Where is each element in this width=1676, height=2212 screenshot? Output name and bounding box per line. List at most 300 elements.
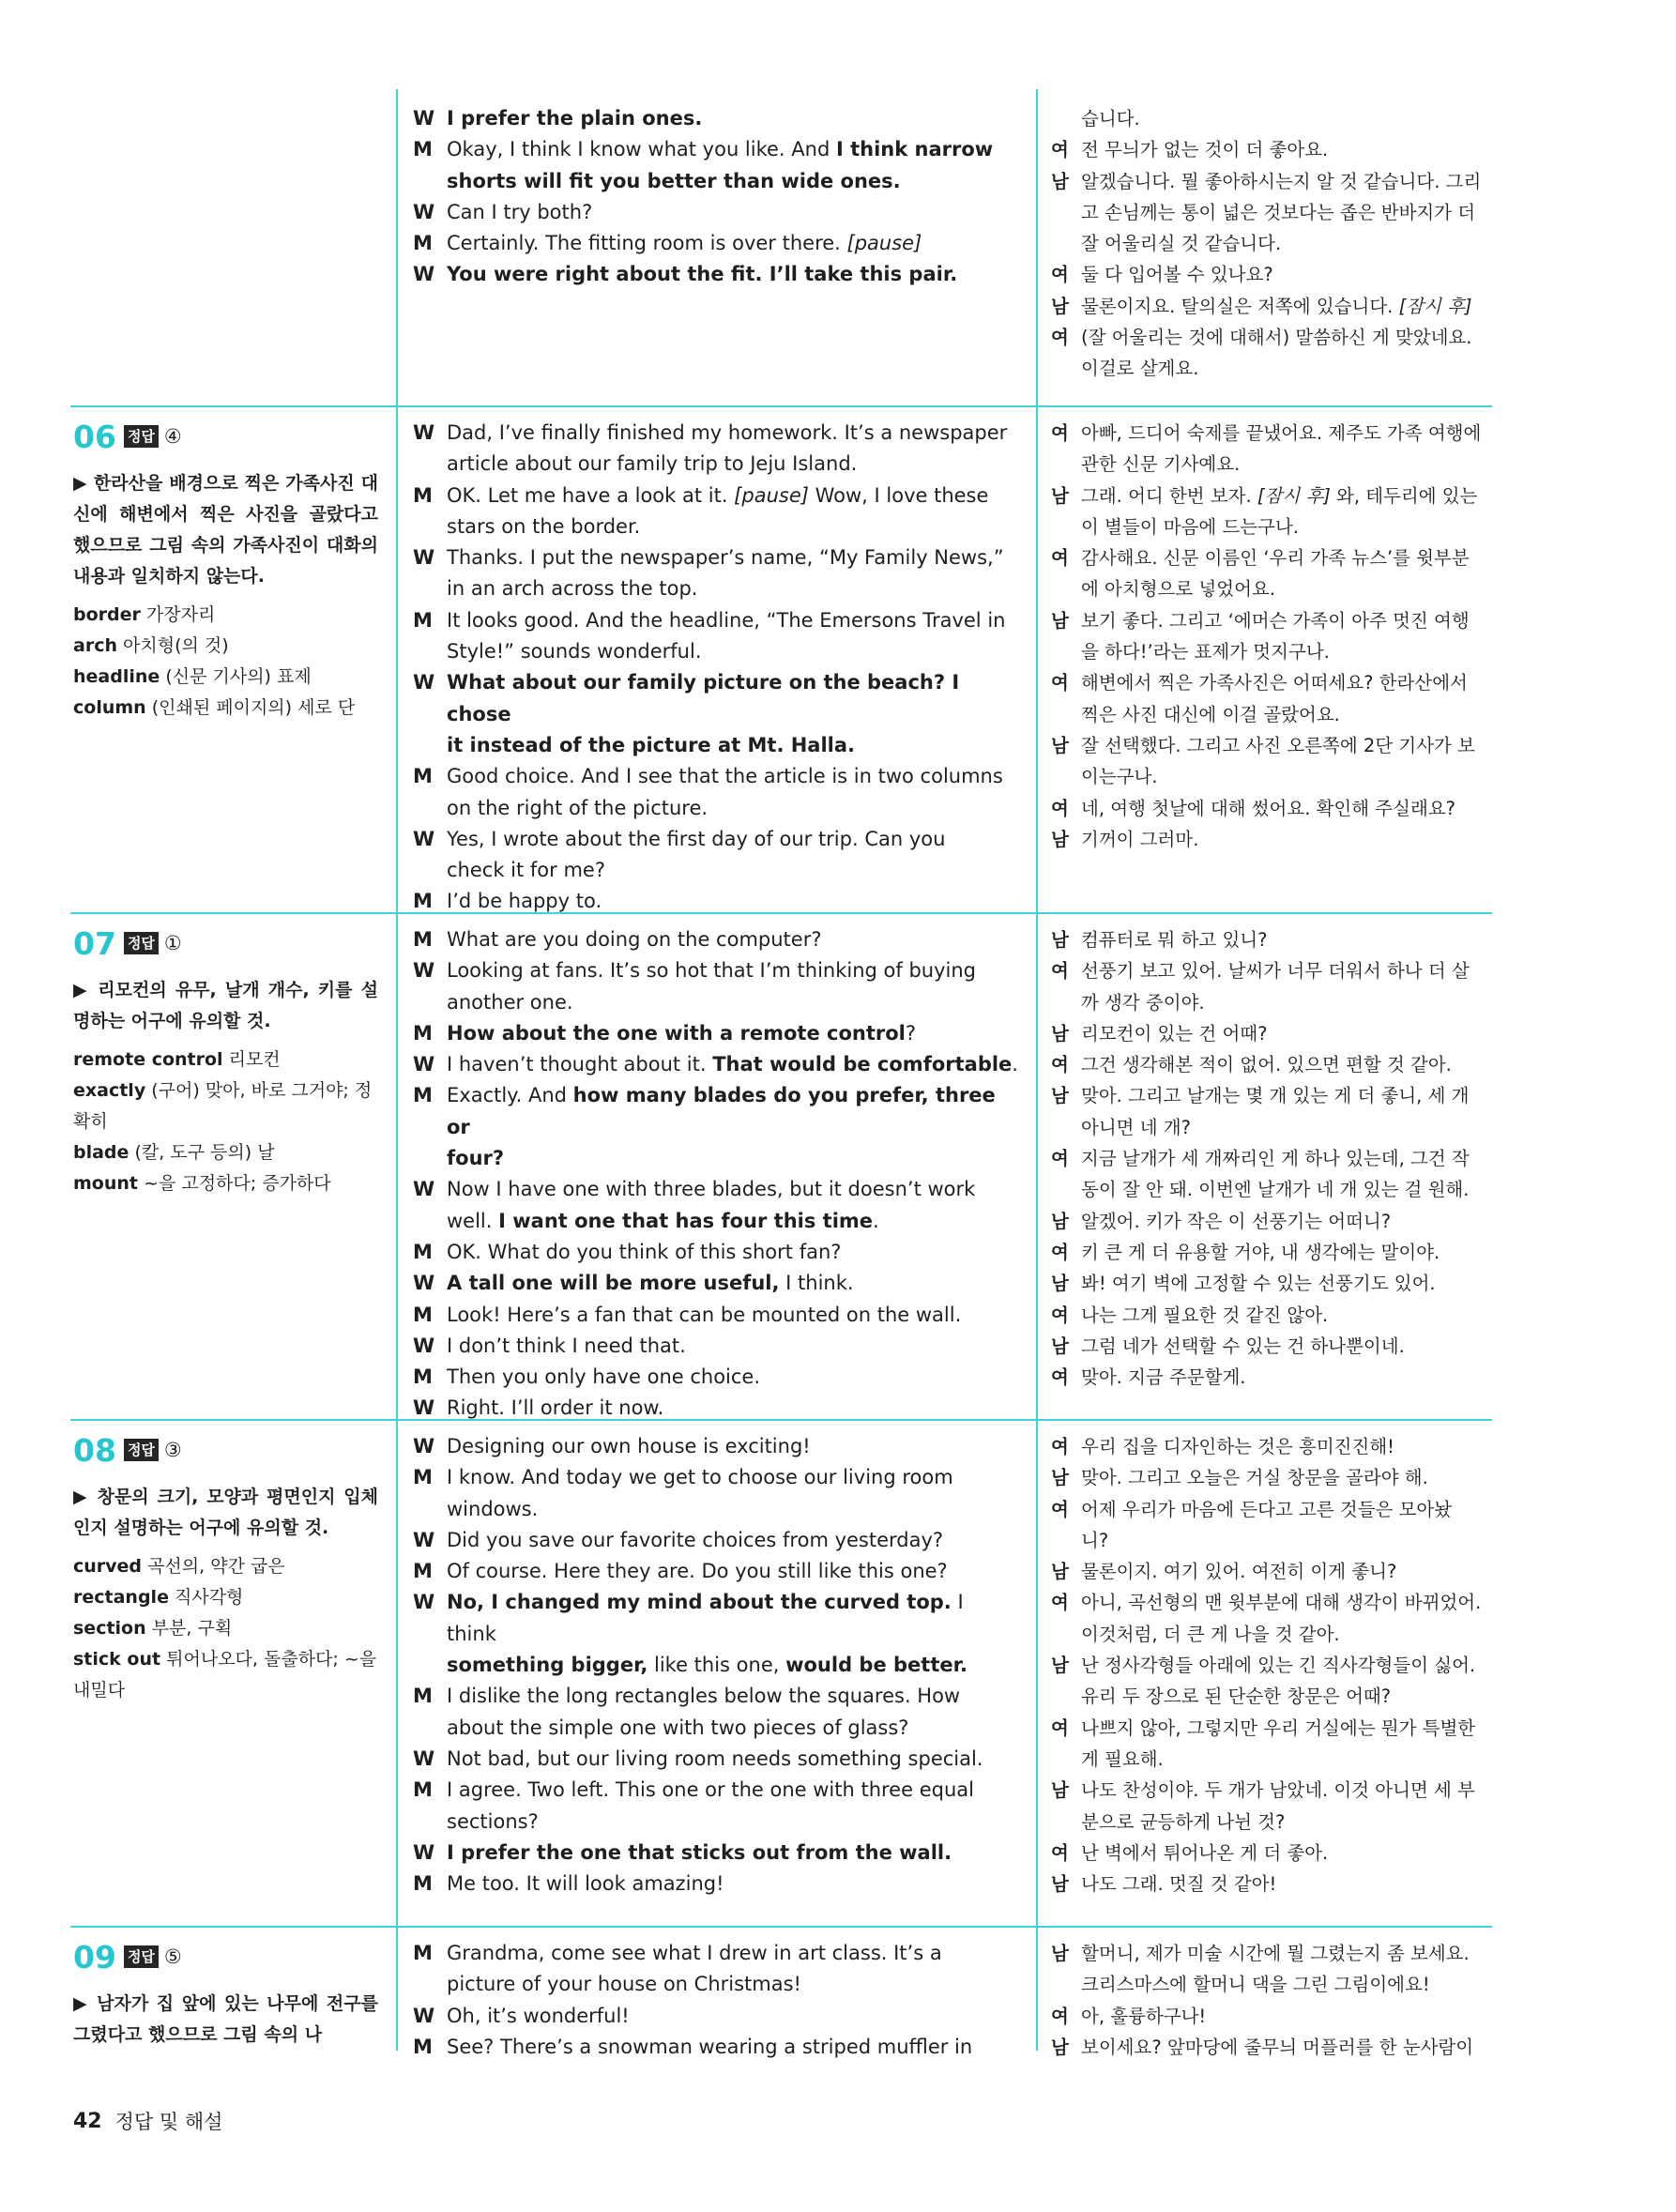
dialogue-line [413, 1494, 1018, 1525]
section-divider [70, 405, 1492, 407]
line-text: Did you save our favorite choices from yesterday? [447, 1528, 944, 1551]
line-text: 봐! 여기 벽에 고정할 수 있는 선풍기도 있어. [1081, 1273, 1436, 1295]
speaker-label: W [413, 1840, 435, 1864]
explanation: ▶ 한라산을 배경으로 찍은 가족사진 대신에 해변에서 찍은 사진을 골랐다고 했으므로 그림 속의 가족사진이 대화의 내용과 일치하지 않는다. [73, 473, 378, 587]
line-text: Now I have one with three blades, but it doesn’t work [447, 1178, 976, 1201]
speaker-label: 여 [1051, 1148, 1069, 1170]
dialogue-line [413, 542, 1018, 573]
line-text: A tall one will be more useful, I think. [447, 1272, 854, 1295]
translation-line [1051, 730, 1492, 761]
speaker-label [413, 1969, 447, 2000]
vocab-item [73, 1582, 378, 1613]
question-header [73, 1938, 378, 1976]
dialogue-line [413, 855, 1018, 886]
translation-line [1051, 793, 1492, 824]
line-text: 아니, 곡선형의 맨 윗부분에 대해 생각이 바뀌었어. [1081, 1592, 1482, 1614]
speaker-label: 남 [1051, 1873, 1069, 1896]
speaker-label [1051, 1969, 1081, 2000]
vocab-item [73, 1045, 378, 1075]
line-text: 이걸로 살게요. [1081, 358, 1199, 380]
translation-line [1051, 573, 1492, 604]
line-text: 난 벽에서 튀어나온 게 더 좋아. [1081, 1841, 1329, 1864]
translation-line [1051, 1206, 1492, 1237]
speaker-label: 여 [1051, 139, 1069, 161]
speaker-label: 여 [1051, 1241, 1069, 1263]
translation-line [1051, 134, 1492, 165]
vocab-meaning: 가장자리 [140, 604, 216, 625]
translation-line [1051, 1744, 1492, 1775]
line-text: 까 생각 중이야. [1081, 991, 1205, 1014]
speaker-label [1051, 699, 1081, 730]
line-text: Right. I’ll order it now. [447, 1396, 664, 1420]
speaker-label [413, 573, 447, 604]
dialogue-line [413, 1587, 1018, 1650]
dialogue-korean [1051, 103, 1492, 385]
dialogue-english [413, 1938, 1018, 2063]
line-text: Exactly. And how many blades do you prefer, three or [447, 1084, 996, 1138]
line-text: well. I want one that has four this time. [447, 1209, 879, 1232]
line-text: four? [447, 1147, 505, 1170]
translation-line [1051, 449, 1492, 480]
speaker-label: W [413, 1435, 435, 1457]
vocab-word: section [73, 1618, 146, 1639]
line-text: I prefer the plain ones. [447, 107, 703, 130]
answer-choice: ④ [163, 425, 182, 448]
line-text: 나도 찬성이야. 두 개가 남았네. 이것 아니면 세 부 [1081, 1779, 1475, 1802]
dialogue-line [413, 1080, 1018, 1143]
vocab-word: exactly [73, 1080, 146, 1101]
vocab-meaning: 직사각형 [168, 1587, 244, 1608]
dialogue-line [413, 1556, 1018, 1587]
speaker-label: M [413, 138, 433, 161]
speaker-label [413, 449, 447, 480]
speaker-label: 여 [1051, 422, 1069, 444]
line-text: 고 손님께는 통이 넓은 것보다는 좁은 반바지가 더 [1081, 201, 1476, 223]
line-text: 알겠습니다. 뭘 좋아하시는지 알 것 같습니다. 그리 [1081, 170, 1482, 192]
line-text: 그래. 어디 한번 보자. [잠시 후] 와, 테두리에 있는 [1081, 484, 1478, 507]
speaker-label [1051, 636, 1081, 667]
dialogue-line [413, 573, 1018, 604]
dialogue-line [413, 667, 1018, 730]
translation-line [1051, 353, 1492, 384]
answer-panel [73, 1431, 378, 1706]
answer-panel [73, 418, 378, 724]
speaker-label: M [413, 1021, 433, 1045]
speaker-label: 여 [1051, 327, 1069, 349]
dialogue-line [413, 987, 1018, 1018]
line-text: Then you only have one choice. [447, 1365, 761, 1389]
line-text: 선풍기 보고 있어. 날씨가 너무 더워서 하나 더 살 [1081, 960, 1470, 983]
dialogue-line [413, 1775, 1018, 1806]
line-text: it instead of the picture at Mt. Halla. [447, 733, 856, 756]
line-text: Oh, it’s wonderful! [447, 2004, 630, 2027]
speaker-label [413, 987, 447, 1018]
vocab-meaning: 부분, 구획 [145, 1618, 233, 1639]
line-text: 우리 집을 디자인하는 것은 흥미진진해! [1081, 1436, 1395, 1457]
translation-line [1051, 1268, 1492, 1299]
dialogue-line [413, 924, 1018, 955]
dialogue-line [413, 1525, 1018, 1556]
line-text: What about our family picture on the beach? I chose [447, 671, 960, 725]
line-text: Certainly. The fitting room is over there. [pause] [447, 232, 922, 255]
speaker-label: 남 [1051, 828, 1069, 850]
line-text: 컴퓨터로 뭐 하고 있니? [1081, 929, 1268, 951]
speaker-label [413, 1713, 447, 1744]
speaker-label: 여 [1051, 1841, 1069, 1864]
line-text: Designing our own house is exciting! [447, 1435, 811, 1457]
explanation: ▶ 남자가 집 앞에 있는 나무에 전구를 그렸다고 했으므로 그림 속의 나 [73, 1993, 378, 2045]
line-text: 찍은 사진 대신에 이걸 골랐어요. [1081, 703, 1340, 725]
speaker-label: W [413, 1591, 435, 1614]
translation-line [1051, 1362, 1492, 1393]
speaker-label: 남 [1051, 929, 1069, 951]
dialogue-line [413, 1869, 1018, 1899]
line-text: about the simple one with two pieces of glass? [447, 1716, 909, 1739]
speaker-label: 남 [1051, 1779, 1069, 1802]
dialogue-line [413, 636, 1018, 667]
question-number: 08 [73, 1431, 116, 1469]
line-text: 나쁘지 않아, 그렇지만 우리 거실에는 뭔가 특별한 [1081, 1716, 1476, 1739]
speaker-label: 남 [1051, 484, 1069, 507]
speaker-label [413, 166, 447, 197]
dialogue-korean [1051, 1938, 1492, 2063]
line-text: 이 별들이 마음에 드는구나. [1081, 515, 1300, 538]
question-number: 07 [73, 924, 116, 962]
line-text: 습니다. [1081, 108, 1140, 130]
line-text: Dad, I’ve finally finished my homework. It’s a newspaper [447, 421, 1008, 444]
translation-line [1051, 1681, 1492, 1712]
dialogue-line [413, 1268, 1018, 1299]
line-text: Looking at fans. It’s so hot that I’m thinking of buying [447, 959, 977, 983]
speaker-label: 남 [1051, 1273, 1069, 1295]
dialogue-line [413, 103, 1018, 134]
translation-line [1051, 1807, 1492, 1838]
dialogue-line [413, 1300, 1018, 1331]
line-text: 관한 신문 기사예요. [1081, 453, 1241, 476]
translation-line [1051, 1650, 1492, 1681]
speaker-label: 여 [1051, 1592, 1069, 1614]
translation-line [1051, 1431, 1492, 1462]
line-text: windows. [447, 1497, 539, 1520]
vocab-word: mount [73, 1173, 138, 1194]
dialogue-line [413, 481, 1018, 511]
vocab-word: remote control [73, 1049, 223, 1070]
translation-line [1051, 1143, 1492, 1174]
speaker-label [1051, 449, 1081, 480]
translation-line [1051, 1300, 1492, 1331]
translation-line [1051, 166, 1492, 197]
dialogue-line [413, 793, 1018, 824]
translation-line [1051, 1713, 1492, 1744]
dialogue-english [413, 924, 1018, 1425]
speaker-label: 여 [1051, 1498, 1069, 1520]
speaker-label: M [413, 890, 433, 913]
speaker-label: 남 [1051, 2036, 1069, 2058]
speaker-label: 여 [1051, 1716, 1069, 1739]
line-text: 잘 선택했다. 그리고 사진 오른쪽에 2단 기사가 보 [1081, 734, 1475, 756]
speaker-label: 남 [1051, 1335, 1069, 1357]
dialogue-line [413, 605, 1018, 636]
speaker-label: M [413, 483, 433, 507]
vocab-meaning: ~을 고정하다; 증가하다 [138, 1173, 331, 1194]
vocab-word: blade [73, 1142, 130, 1163]
line-text: 키 큰 게 더 유용할 거야, 내 생각에는 말이야. [1081, 1241, 1440, 1263]
dialogue-korean [1051, 418, 1492, 855]
speaker-label: W [413, 107, 435, 130]
translation-line [1051, 1869, 1492, 1899]
line-text: Look! Here’s a fan that can be mounted on the wall. [447, 1303, 962, 1326]
dialogue-line [413, 197, 1018, 228]
speaker-label [413, 1143, 447, 1174]
dialogue-line [413, 1206, 1018, 1237]
line-text: I dislike the long rectangles below the squares. How [447, 1685, 961, 1708]
line-text: 물론이지. 여기 있어. 여전히 이게 좋니? [1081, 1561, 1397, 1583]
line-text: Me too. It will look amazing! [447, 1872, 724, 1896]
translation-line [1051, 2032, 1492, 2063]
speaker-label [1051, 573, 1081, 604]
translation-line [1051, 1556, 1492, 1587]
line-text: What are you doing on the computer? [447, 928, 822, 951]
line-text: picture of your house on Christmas! [447, 1973, 801, 1996]
speaker-label: M [413, 1872, 433, 1896]
speaker-label: 여 [1051, 264, 1069, 286]
dialogue-line [413, 886, 1018, 917]
translation-line [1051, 1969, 1492, 2000]
line-text: Grandma, come see what I drew in art class. It’s a [447, 1942, 942, 1964]
line-text: 해변에서 찍은 가족사진은 어떠세요? 한라산에서 [1081, 672, 1468, 694]
line-text: 물론이지요. 탈의실은 저쪽에 있습니다. [잠시 후] [1081, 295, 1472, 317]
dialogue-line [413, 1237, 1018, 1268]
dialogue-english [413, 103, 1018, 291]
translation-line [1051, 605, 1492, 636]
speaker-label: 남 [1051, 1561, 1069, 1583]
question-number: 09 [73, 1938, 116, 1976]
speaker-label: W [413, 1272, 435, 1295]
speaker-label [1051, 353, 1081, 384]
line-text: 니? [1081, 1529, 1109, 1551]
speaker-label: 여 [1051, 1304, 1069, 1326]
speaker-label [1051, 511, 1081, 542]
line-text: on the right of the picture. [447, 796, 708, 819]
speaker-label [1051, 103, 1081, 134]
vocab-meaning: 곡선의, 약간 굽은 [142, 1556, 285, 1577]
vocab-item [73, 1075, 378, 1137]
translation-line [1051, 1018, 1492, 1049]
speaker-label [1051, 228, 1081, 259]
dialogue-line [413, 1462, 1018, 1493]
speaker-label: 남 [1051, 1085, 1069, 1107]
speaker-label: W [413, 546, 435, 570]
line-text: No, I changed my mind about the curved top. I think [447, 1591, 964, 1645]
dialogue-line [413, 166, 1018, 197]
speaker-label [413, 1494, 447, 1525]
vocab-list [73, 1551, 378, 1706]
speaker-label [413, 511, 447, 542]
line-text: OK. What do you think of this short fan? [447, 1240, 842, 1263]
line-text: another one. [447, 990, 573, 1014]
line-text: article about our family trip to Jeju Island. [447, 452, 858, 476]
speaker-label: W [413, 1396, 435, 1420]
translation-line [1051, 322, 1492, 353]
line-text: 난 정사각형들 아래에 있는 긴 직사각형들이 싫어. [1081, 1655, 1476, 1677]
vocab-word: stick out [73, 1649, 161, 1670]
speaker-label: 여 [1051, 1366, 1069, 1389]
dialogue-line [413, 761, 1018, 792]
speaker-label: M [413, 1942, 433, 1964]
line-text: 유리 두 장으로 된 단순한 창문은 어때? [1081, 1686, 1392, 1708]
dialogue-korean [1051, 924, 1492, 1393]
dialogue-line [413, 1431, 1018, 1462]
speaker-label [413, 1807, 447, 1838]
translation-line [1051, 1331, 1492, 1362]
speaker-label: W [413, 1178, 435, 1201]
speaker-label: W [413, 1747, 435, 1770]
dialogue-line [413, 1938, 1018, 1969]
speaker-label [413, 730, 447, 761]
speaker-label: M [413, 1240, 433, 1263]
speaker-label: M [413, 1365, 433, 1389]
line-text: 알겠어. 키가 작은 이 선풍기는 어떠니? [1081, 1210, 1392, 1232]
vocab-word: curved [73, 1556, 143, 1577]
line-text: 보이세요? 앞마당에 줄무늬 머플러를 한 눈사람이 [1081, 2036, 1474, 2058]
speaker-label: M [413, 232, 433, 255]
line-text: 기꺼이 그러마. [1081, 828, 1199, 850]
dialogue-line [413, 2001, 1018, 2032]
speaker-label [1051, 1619, 1081, 1650]
translation-line [1051, 699, 1492, 730]
vocab-list [73, 600, 378, 724]
answer-choice: ① [163, 932, 182, 954]
section-divider [70, 1926, 1492, 1928]
line-text: Style!” sounds wonderful. [447, 640, 702, 664]
line-text: How about the one with a remote control? [447, 1021, 917, 1045]
vocab-item [73, 600, 378, 631]
speaker-label: W [413, 263, 435, 286]
line-text: I prefer the one that sticks out from the wall. [447, 1840, 952, 1864]
speaker-label: 남 [1051, 1655, 1069, 1677]
speaker-label: 여 [1051, 547, 1069, 570]
translation-line [1051, 2001, 1492, 2032]
speaker-label [413, 1206, 447, 1237]
line-text: I know. And today we get to choose our living room [447, 1466, 953, 1489]
speaker-label [413, 636, 447, 667]
speaker-label: 여 [1051, 797, 1069, 819]
speaker-label: M [413, 2035, 433, 2058]
translation-line [1051, 1587, 1492, 1618]
line-text: Can I try both? [447, 200, 593, 223]
dialogue-line [413, 449, 1018, 480]
dialogue-line [413, 1331, 1018, 1362]
line-text: 리모컨이 있는 건 어때? [1081, 1022, 1268, 1045]
speaker-label: M [413, 1778, 433, 1802]
speaker-label: 남 [1051, 170, 1069, 192]
speaker-label: 여 [1051, 1054, 1069, 1076]
line-text: 이것처럼, 더 큰 게 나을 것 같아. [1081, 1623, 1340, 1645]
speaker-label [1051, 987, 1081, 1018]
speaker-label: W [413, 671, 435, 694]
dialogue-line [413, 259, 1018, 290]
line-text: 둘 다 입어볼 수 있나요? [1081, 264, 1273, 286]
line-text: 나도 그래. 멋질 것 같아! [1081, 1873, 1277, 1896]
dialogue-line [413, 955, 1018, 986]
speaker-label: 남 [1051, 1467, 1069, 1489]
vocab-item [73, 1613, 378, 1644]
explanation: ▶ 창문의 크기, 모양과 평면인지 입체인지 설명하는 어구에 유의할 것. [73, 1487, 378, 1538]
line-text: 전 무늬가 없는 것이 더 좋아요. [1081, 139, 1329, 161]
translation-line [1051, 259, 1492, 290]
vocab-item [73, 1168, 378, 1199]
translation-line [1051, 761, 1492, 792]
line-text: 아니면 네 개? [1081, 1116, 1191, 1138]
line-text: 아빠, 드디어 숙제를 끝냈어요. 제주도 가족 여행에 [1081, 422, 1482, 444]
translation-line [1051, 955, 1492, 986]
dialogue-line [413, 1393, 1018, 1424]
dialogue-english [413, 1431, 1018, 1899]
dialogue-line [413, 228, 1018, 259]
line-text: 에 아치형으로 넣었어요. [1081, 578, 1275, 601]
translation-line [1051, 1525, 1492, 1556]
translation-line [1051, 1494, 1492, 1525]
explanation: ▶ 리모컨의 유무, 날개 개수, 키를 설명하는 어구에 유의할 것. [73, 980, 378, 1031]
line-text: OK. Let me have a look at it. [pause] Wow, I love these [447, 483, 989, 507]
speaker-label: M [413, 928, 433, 951]
speaker-label: 남 [1051, 734, 1069, 756]
line-text: (잘 어울리는 것에 대해서) 말씀하신 게 맞았네요. [1081, 327, 1472, 349]
vocab-word: arch [73, 635, 117, 656]
vocab-meaning: (인쇄된 페이지의) 세로 단 [145, 697, 356, 718]
line-text: Yes, I wrote about the first day of our trip. Can you [447, 827, 946, 850]
speaker-label [413, 793, 447, 824]
line-text: 분으로 균등하게 나뉜 것? [1081, 1810, 1286, 1833]
vocab-item [73, 693, 378, 724]
footer-label: 정답 및 해설 [114, 2111, 223, 2133]
dialogue-line [413, 511, 1018, 542]
line-text: 아, 훌륭하구나! [1081, 2005, 1207, 2027]
line-text: 네, 여행 첫날에 대해 썼어요. 확인해 주실래요? [1081, 797, 1456, 819]
translation-line [1051, 1775, 1492, 1806]
question-header [73, 924, 378, 962]
speaker-label: W [413, 1334, 435, 1357]
vocab-word: rectangle [73, 1587, 169, 1608]
answer-choice: ⑤ [163, 1945, 182, 1968]
speaker-label [413, 1650, 447, 1681]
speaker-label: M [413, 1466, 433, 1489]
column-divider-right [1036, 89, 1038, 2051]
dialogue-line [413, 1174, 1018, 1205]
line-text: 잘 어울리실 것 같습니다. [1081, 233, 1282, 255]
translation-line [1051, 1174, 1492, 1205]
line-text: 을 하다!’라는 표제가 멋지구나. [1081, 641, 1330, 664]
speaker-label: M [413, 765, 433, 788]
translation-line [1051, 418, 1492, 449]
line-text: check it for me? [447, 859, 605, 882]
translation-line [1051, 1237, 1492, 1268]
answer-panel [73, 924, 378, 1199]
line-text: I haven’t thought about it. That would be comfortable. [447, 1053, 1018, 1076]
speaker-label: W [413, 421, 435, 444]
speaker-label: M [413, 1560, 433, 1583]
answer-badge: 정답 [124, 1945, 159, 1968]
line-text: 그럼 네가 선택할 수 있는 건 하나뿐이네. [1081, 1335, 1405, 1357]
line-text: 맞아. 그리고 오늘은 거실 창문을 골라야 해. [1081, 1467, 1428, 1489]
dialogue-line [413, 1681, 1018, 1712]
dialogue-line [413, 1049, 1018, 1080]
vocab-word: border [73, 604, 141, 625]
speaker-label: W [413, 959, 435, 983]
line-text: in an arch across the top. [447, 577, 698, 601]
dialogue-line [413, 1143, 1018, 1174]
line-text: Of course. Here they are. Do you still like this one? [447, 1560, 948, 1583]
